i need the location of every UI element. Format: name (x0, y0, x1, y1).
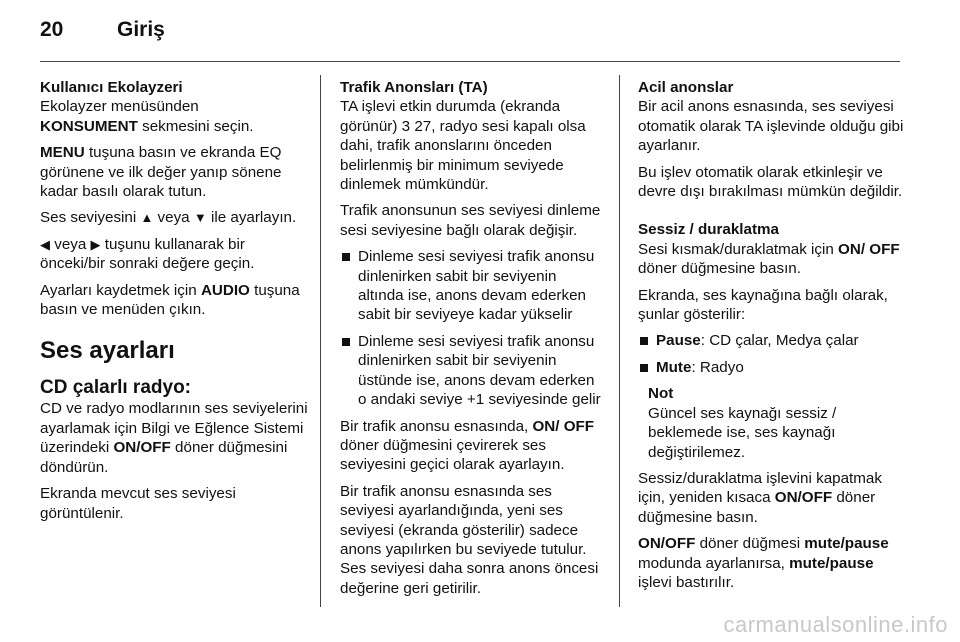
column-3 (638, 78, 906, 599)
mute-pause-key: mute/pause (804, 535, 889, 553)
note-text: Güncel ses kaynağı sessiz / beklemede ise, ses kaynağı değiştirilemez. (648, 404, 837, 461)
eq-paragraph-3: Ses seviyesini ▲ veya ▼ ile ayarlayın. (40, 209, 297, 227)
ta-paragraph-4: Bir trafik anonsu esnasında ses seviyesi ayarlandığında, yeni ses seviyesi (ekranda gösterilir) sadece anons yapılırken bu seviyede tutulur. Ses seviyesi daha sonra anons öncesi değerine geri getirilir. (340, 482, 599, 597)
bullet-square-icon (342, 338, 350, 346)
cd-paragraph-2: Ekranda mevcut ses seviyesi görüntülenir. (40, 485, 236, 522)
mute-paragraph-4: ON/OFF döner düğmesi mute/pause modunda ayarlanırsa, mute/pause işlevi bastırılır. (638, 535, 889, 591)
list-item: Mute: Radyo (638, 358, 906, 377)
column-1 (40, 78, 308, 530)
ta-paragraph-3: Bir trafik anonsu esnasında, ON/ OFF döner düğmesini çevirerek ses seviyesini geçici olarak ayarlayın. (340, 417, 595, 474)
arrow-right-icon: ▶ (90, 236, 101, 252)
emergency-paragraph-1: Bir acil anons esnasında, ses seviyesi otomatik olarak TA işlevinde olduğu gibi ayarlanır. (638, 98, 904, 155)
mute-paragraph-1: Sesi kısmak/duraklatmak için ON/ OFF döner düğmesine basın. (638, 240, 900, 278)
page-title: Giriş (117, 18, 165, 41)
eq-paragraph-2: MENU tuşuna basın ve ekranda EQ görünene ve ilk değer yanıp sönene kadar basılı olarak tutun. (40, 144, 282, 201)
bullet-square-icon (640, 364, 648, 372)
emergency-paragraph-2: Bu işlev otomatik olarak etkinleşir ve devre dışı bırakılması mümkün değildir. (638, 163, 903, 201)
header-rule (40, 61, 900, 62)
ta-paragraph-2: Trafik anonsunun ses seviyesi dinleme sesi seviyesine bağlı olarak değişir. (340, 202, 601, 239)
menu-key: MENU (40, 144, 85, 162)
mute-pause-key: mute/pause (789, 554, 874, 572)
note-heading: Not (648, 385, 674, 403)
audio-key: AUDIO (200, 281, 250, 299)
eq-paragraph-4: ◀ veya ▶ tuşunu kullanarak bir önceki/bir sonraki değere geçin. (40, 235, 255, 273)
column-divider-2 (619, 75, 620, 607)
eq-heading: Kullanıcı Ekolayzeri (40, 79, 183, 96)
eq-paragraph-5: Ayarları kaydetmek için AUDIO tuşuna basın ve menüden çıkın. (40, 281, 300, 319)
ta-paragraph-1: TA işlevi etkin durumda (ekranda görünür) 3 27, radyo sesi kapalı olsa dahi, trafik anonslarını önceden belirlenmiş bir minimum seviyede dinlemek mümkündür. (340, 98, 586, 194)
column-2 (340, 78, 605, 605)
eq-paragraph-1: Ekolayzer menüsünden KONSUMENT sekmesini seçin. (40, 98, 254, 135)
mute-heading: Sessiz / duraklatma (638, 221, 779, 239)
bullet-square-icon (640, 337, 648, 345)
emergency-heading: Acil anonslar (638, 79, 734, 96)
section-heading: Ses ayarları (40, 337, 175, 365)
watermark: carmanualsonline.info (723, 612, 948, 637)
ta-heading: Trafik Anonsları (TA) (340, 79, 488, 96)
list-item: Pause: CD çalar, Medya çalar (638, 331, 906, 350)
bullet-square-icon (342, 253, 350, 261)
mute-paragraph-3: Sessiz/duraklatma işlevini kapatmak için, yeniden kısaca ON/OFF döner düğmesine basın. (638, 469, 882, 526)
arrow-up-icon: ▲ (140, 210, 154, 226)
onoff-key: ON/OFF (638, 535, 696, 553)
page-number: 20 (40, 18, 64, 41)
onoff-key: ON/OFF (774, 489, 833, 507)
arrow-down-icon: ▼ (193, 210, 207, 226)
list-item: Dinleme sesi seviyesi trafik anonsu dinlenirken sabit bir seviyenin altında ise, anons devam ederken sabit bir seviyeye kadar yükselir (340, 247, 605, 325)
cd-heading: CD çalarlı radyo: (40, 377, 191, 399)
list-item: Dinleme sesi seviyesi trafik anonsu dinlenirken sabit bir seviyenin üstünde ise, anons devam ederken o andaki seviye +1 seviyesinde gelir (340, 332, 605, 410)
note-box (638, 384, 906, 462)
onoff-key: ON/ OFF (838, 240, 900, 258)
onoff-key: ON/OFF (113, 439, 171, 457)
onoff-key: ON/ OFF (532, 417, 595, 435)
arrow-left-icon: ◀ (40, 236, 50, 252)
cd-paragraph-1: CD ve radyo modlarının ses seviyelerini ayarlamak için Bilgi ve Eğlence Sistemi üzerindeki ON/OFF döner düğmesini döndürün. (40, 400, 308, 476)
page-reference-icon: 3 (401, 117, 411, 135)
column-divider-1 (320, 75, 321, 607)
konsument-key: KONSUMENT (40, 117, 138, 135)
mute-paragraph-2: Ekranda, ses kaynağına bağlı olarak, şunlar gösterilir: (638, 286, 888, 324)
